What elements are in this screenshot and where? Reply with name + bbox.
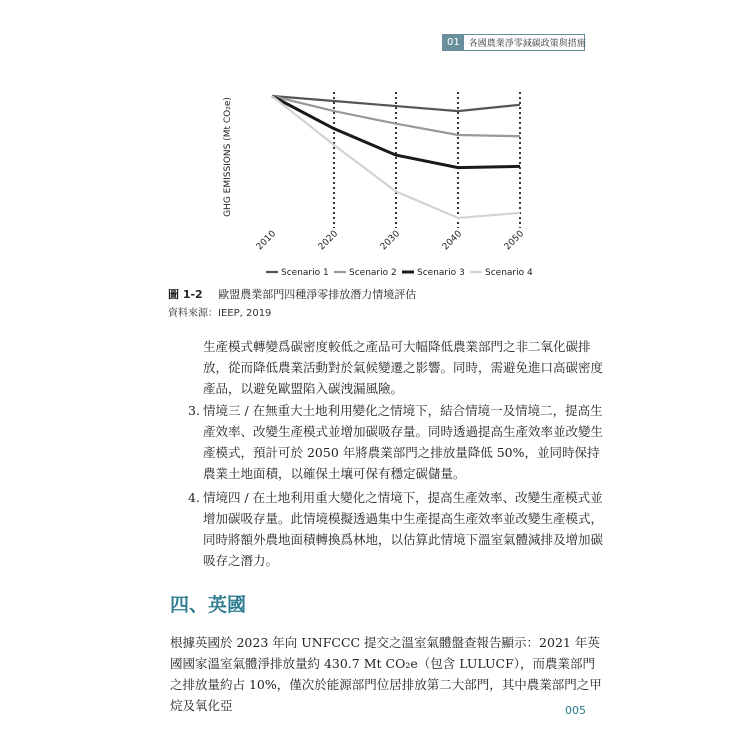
chapter-header — [442, 34, 585, 51]
figure-label: 圖 1-2 — [168, 288, 203, 301]
list-number: 3. — [188, 403, 200, 418]
chapter-title: 各國農業淨零減碳政策與措施 — [468, 39, 586, 49]
paragraph-uk: 根據英國於 2023 年向 UNFCCC 提交之溫室氣體盤查報告顯示：2021 年英國國家溫室氣體淨排放量約 430.7 Mt CO₂e（包含 LULUCF），而農業部門之排放量約占 10%，僅次於能源部門位居排放第二大部門，其中農業部門之甲烷及氧化亞 — [170, 635, 602, 713]
legend-label-4: Scenario 4 — [485, 268, 533, 278]
list-text: 情境四 / 在土地利用重大變化之情境下，提高生產效率、改變生產模式並增加碳吸存量。此情境模擬透過集中生產提高生產效率並改變生產模式，同時將額外農地面積轉換爲林地，以估算此情境下溫室氣體減排及增加碳吸存之潛力。 — [203, 490, 604, 568]
list-item-scenario-4 — [188, 487, 603, 571]
list-number: 4. — [188, 490, 200, 505]
legend-label-3: Scenario 3 — [417, 268, 465, 278]
list-item-scenario-3 — [188, 400, 603, 484]
emissions-chart-svg — [220, 88, 560, 288]
x-tick-label-2020: 2020 — [316, 229, 341, 253]
list-text: 情境三 / 在無重大土地利用變化之情境下，結合情境一及情境二，提高生產效率、改變生產模式並增加碳吸存量。同時透過提高生產效率並改變生產模式，預計可於 2050 年將農業部門之排放量降低 50%，並同時保持農業土地面積，以確保土壤可保有穩定碳儲量。 — [203, 403, 604, 481]
figure-caption-text: 歐盟農業部門四種淨零排放潛力情境評估 — [218, 288, 417, 301]
paragraph-scenario-summary: 生產模式轉變爲碳密度較低之產品可大幅降低農業部門之非二氧化碳排放，從而降低農業活動對於氣候變遷之影響。同時，需避免進口高碳密度產品，以避免歐盟陷入碳洩漏風險。 — [203, 339, 604, 396]
page-number: 005 — [565, 704, 586, 717]
legend-label-1: Scenario 1 — [281, 268, 329, 278]
legend-label-2: Scenario 2 — [349, 268, 397, 278]
x-tick-label-2040: 2040 — [440, 229, 465, 253]
x-tick-label-2010: 2010 — [254, 229, 279, 253]
figure-source: 資料來源：IEEP, 2019 — [168, 308, 272, 319]
figure-caption — [168, 286, 416, 302]
chapter-number: 01 — [443, 35, 464, 50]
section-title: 四、英國 — [170, 594, 247, 616]
x-tick-label-2030: 2030 — [378, 229, 403, 253]
emissions-chart — [220, 88, 560, 288]
x-tick-label-2050: 2050 — [502, 229, 527, 253]
y-axis-label: GHG EMISSIONS (Mt CO₂e) — [223, 97, 233, 217]
